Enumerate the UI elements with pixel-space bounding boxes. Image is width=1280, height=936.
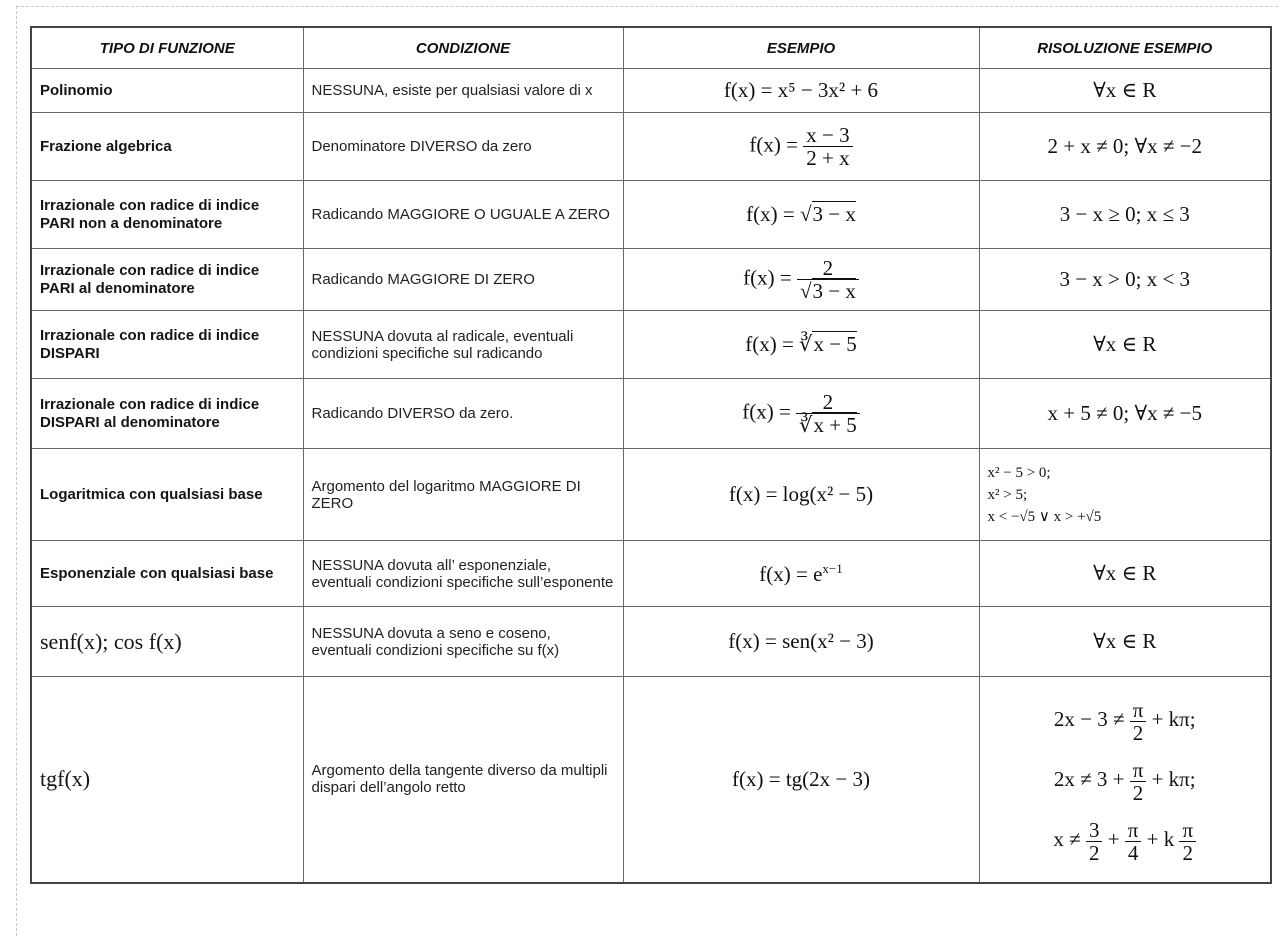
table-row	[31, 181, 1271, 249]
fraction-numerator: 3	[1086, 819, 1103, 842]
row-condition: Radicando MAGGIORE O UGUALE A ZERO	[303, 181, 623, 249]
row-condition: NESSUNA dovuta al radicale, eventuali condizioni specifiche sul radicando	[303, 311, 623, 379]
row-type: Esponenziale con qualsiasi base	[31, 541, 303, 607]
table-row	[31, 249, 1271, 311]
example-lhs: f(x) =	[749, 132, 798, 157]
row-type: tgf(x)	[31, 677, 303, 883]
resolution-plus: +	[1107, 827, 1120, 852]
table-row	[31, 449, 1271, 541]
fraction-numerator: 2	[797, 257, 859, 280]
resolution-plus: + k	[1146, 827, 1175, 852]
row-condition: Argomento della tangente diverso da multipli dispari dell’angolo retto	[303, 677, 623, 883]
table-row	[31, 311, 1271, 379]
row-type: Irrazionale con radice di indice PARI al denominatore	[31, 249, 303, 311]
fraction-denominator	[796, 414, 860, 436]
fraction-numerator: 2	[796, 391, 860, 414]
header-condition: CONDIZIONE	[303, 27, 623, 69]
fraction-numerator: x − 3	[803, 124, 852, 147]
row-example: f(x) = tg(2x − 3)	[623, 677, 979, 883]
row-condition: Radicando MAGGIORE DI ZERO	[303, 249, 623, 311]
row-example: f(x) = x⁵ − 3x² + 6	[623, 69, 979, 113]
fraction-denominator: 2 + x	[806, 146, 850, 170]
example-lhs: f(x) = √	[746, 202, 812, 226]
table-header-row	[31, 27, 1271, 69]
resolution-line: x < −√5 ∨ x > +√5	[987, 508, 1102, 525]
fraction-numerator: π	[1130, 759, 1147, 782]
example-radicand: 3 − x	[812, 202, 856, 226]
header-example: ESEMPIO	[623, 27, 979, 69]
example-lhs: f(x) =	[742, 399, 791, 424]
resolution-lhs: 2x ≠ 3 +	[1053, 767, 1125, 792]
row-condition: NESSUNA dovuta all’ esponenziale, eventuali condizioni specifiche sull’esponente	[303, 541, 623, 607]
row-condition: Denominatore DIVERSO da zero	[303, 113, 623, 181]
row-example	[623, 181, 979, 249]
fraction-denominator: 2	[1088, 840, 1100, 865]
resolution-fraction	[1130, 759, 1147, 804]
denominator-radicand: 3 − x	[812, 279, 856, 303]
resolution-line	[988, 689, 1263, 749]
row-example: f(x) = log(x² − 5)	[623, 449, 979, 541]
row-example	[623, 541, 979, 607]
row-resolution: ∀x ∈ R	[979, 69, 1271, 113]
row-example: f(x) = sen(x² − 3)	[623, 607, 979, 677]
row-resolution: 3 − x > 0; x < 3	[979, 249, 1271, 311]
fraction-numerator: π	[1125, 819, 1142, 842]
resolution-line: x² − 5 > 0;	[987, 464, 1051, 481]
row-type: Irrazionale con radice di indice PARI non a denominatore	[31, 181, 303, 249]
table-row	[31, 607, 1271, 677]
example-fraction	[803, 124, 852, 169]
example-lhs: f(x) = ∛	[745, 332, 813, 356]
root-symbol: √	[799, 279, 812, 303]
row-resolution: ∀x ∈ R	[979, 607, 1271, 677]
row-type: Polinomio	[31, 69, 303, 113]
row-resolution: x + 5 ≠ 0; ∀x ≠ −5	[979, 379, 1271, 449]
denominator-radicand: x + 5	[813, 413, 857, 437]
row-resolution	[979, 449, 1271, 541]
row-type: senf(x); cos f(x)	[31, 607, 303, 677]
example-exponent: x−1	[822, 560, 843, 576]
table-row	[31, 677, 1271, 883]
example-lhs: f(x) =	[743, 265, 792, 290]
example-radicand: x − 5	[813, 332, 857, 356]
header-type: TIPO DI FUNZIONE	[31, 27, 303, 69]
row-type: Frazione algebrica	[31, 113, 303, 181]
root-symbol: ∛	[799, 413, 813, 437]
row-example	[623, 249, 979, 311]
row-example	[623, 379, 979, 449]
resolution-line	[988, 809, 1263, 869]
row-condition: NESSUNA, esiste per qualsiasi valore di x	[303, 69, 623, 113]
resolution-lhs: x ≠	[1053, 827, 1081, 852]
row-example	[623, 113, 979, 181]
resolution-fraction	[1179, 819, 1196, 864]
example-fraction	[797, 257, 859, 302]
fraction-numerator: π	[1130, 699, 1147, 722]
resolution-rhs: + kπ;	[1151, 707, 1196, 732]
resolution-rhs: + kπ;	[1151, 767, 1196, 792]
row-example	[623, 311, 979, 379]
fraction-denominator	[797, 280, 859, 302]
resolution-fraction	[1125, 819, 1142, 864]
row-resolution	[979, 677, 1271, 883]
row-resolution: 2 + x ≠ 0; ∀x ≠ −2	[979, 113, 1271, 181]
resolution-line: x² > 5;	[987, 486, 1028, 503]
row-condition: Radicando DIVERSO da zero.	[303, 379, 623, 449]
row-condition: Argomento del logaritmo MAGGIORE DI ZERO	[303, 449, 623, 541]
row-condition: NESSUNA dovuta a seno e coseno, eventuali condizioni specifiche su f(x)	[303, 607, 623, 677]
row-resolution: 3 − x ≥ 0; x ≤ 3	[979, 181, 1271, 249]
domain-conditions-table	[30, 26, 1272, 884]
fraction-denominator: 4	[1127, 840, 1139, 865]
fraction-denominator: 2	[1182, 840, 1194, 865]
table-row	[31, 69, 1271, 113]
row-type: Logaritmica con qualsiasi base	[31, 449, 303, 541]
row-type: Irrazionale con radice di indice DISPARI al denominatore	[31, 379, 303, 449]
resolution-line	[988, 749, 1263, 809]
resolution-lhs: 2x − 3 ≠	[1053, 707, 1125, 732]
row-resolution: ∀x ∈ R	[979, 311, 1271, 379]
table-row	[31, 113, 1271, 181]
example-fraction	[796, 391, 860, 436]
resolution-fraction	[1086, 819, 1103, 864]
fraction-numerator: π	[1179, 819, 1196, 842]
row-resolution: ∀x ∈ R	[979, 541, 1271, 607]
fraction-denominator: 2	[1132, 720, 1144, 745]
resolution-fraction	[1130, 699, 1147, 744]
header-resolution: RISOLUZIONE ESEMPIO	[979, 27, 1271, 69]
table-row	[31, 379, 1271, 449]
example-lhs: f(x) = e	[759, 561, 823, 586]
fraction-denominator: 2	[1132, 780, 1144, 805]
table-row	[31, 541, 1271, 607]
row-type: Irrazionale con radice di indice DISPARI	[31, 311, 303, 379]
